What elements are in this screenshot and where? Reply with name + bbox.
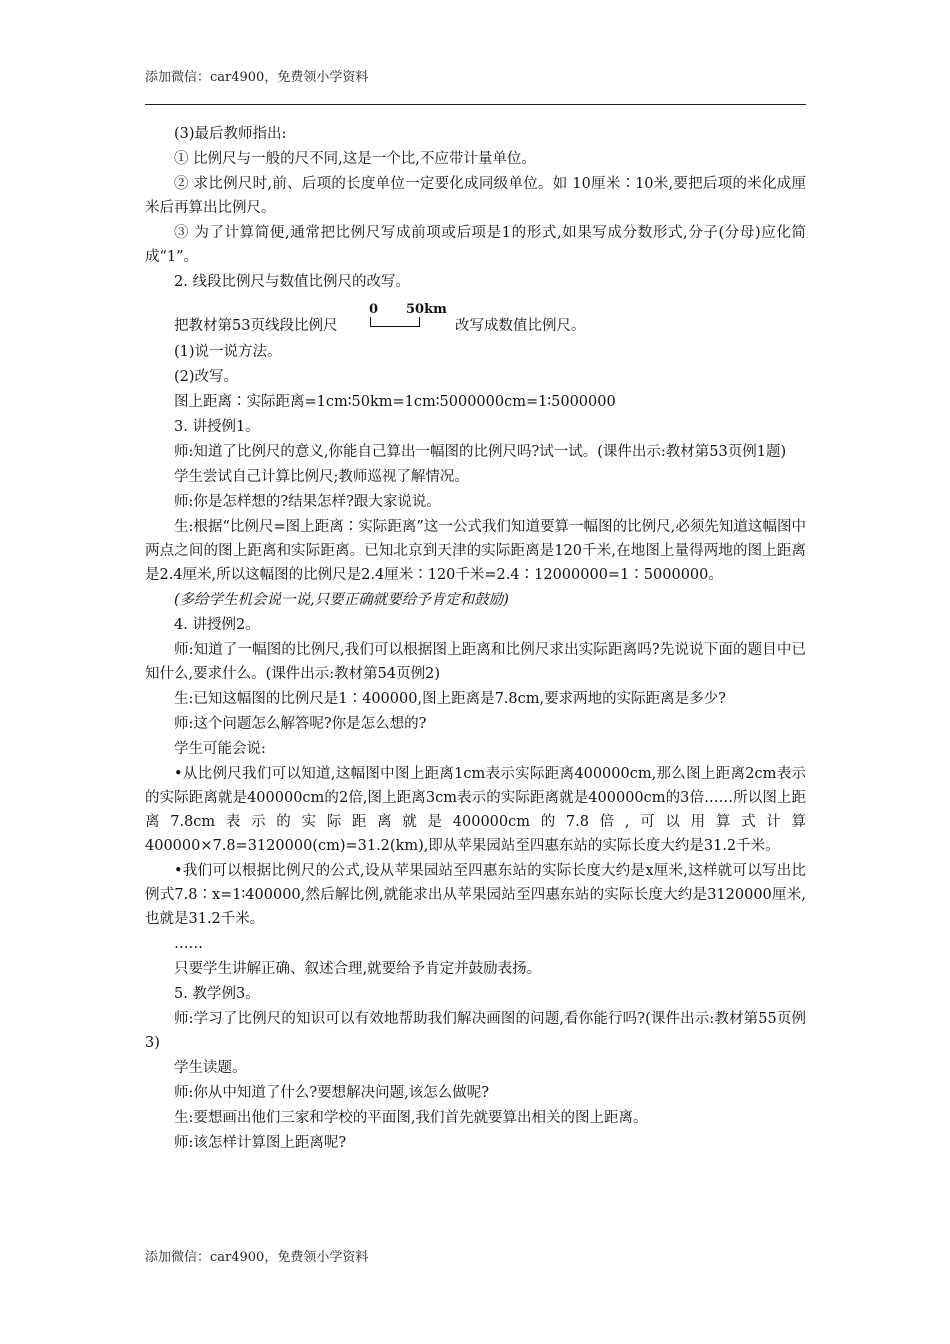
teaching-note: (多给学生机会说一说,只要正确就要给予肯定和鼓励) [174,592,509,608]
paragraph: ③ 为了计算简便,通常把比例尺写成前项或后项是1的形式,如果写成分数形式,分子(分母)应化简成“1”。 [145,225,806,265]
paragraph: (1)说一说方法。 [174,344,282,360]
paragraph: (2)改写。 [174,369,239,385]
paragraph: 师:你是怎样想的?结果怎样?跟大家说说。 [174,494,441,510]
header-divider [145,104,806,105]
section-heading: 4. 讲授例2。 [174,617,260,633]
section-heading: 2. 线段比例尺与数值比例尺的改写。 [174,274,410,290]
scalebar-segment [370,317,420,327]
paragraph: ① 比例尺与一般的尺不同,这是一个比,不应带计量单位。 [174,151,536,167]
paragraph: 师:该怎样计算图上距离呢? [174,1135,347,1151]
paragraph: 学生读题。 [174,1060,247,1076]
paragraph: 师:知道了一幅图的比例尺,我们可以根据图上距离和比例尺求出实际距离吗?先说说下面的题目中已知什么,要求什么。(课件出示:教材第54页例2) [145,642,806,682]
section-heading: 5. 教学例3。 [174,986,260,1002]
scalebar-distance-label: 50km [406,302,447,317]
paragraph: ② 求比例尺时,前、后项的长度单位一定要化成同级单位。如 10厘米∶10米,要把后项的米化成厘米后再算出比例尺。 [145,176,806,216]
paragraph: 师:你从中知道了什么?要想解决问题,该怎么做呢? [174,1085,490,1101]
paragraph: 师:学习了比例尺的知识可以有效地帮助我们解决画图的问题,看你能行吗?(课件出示:教材第55页例3) [145,1011,806,1051]
paragraph: 图上距离∶实际距离=1cm∶50km=1cm∶5000000cm=1∶5000000 [174,394,616,410]
ellipsis-line: …… [174,936,203,952]
scale-sentence [145,296,806,340]
scale-sentence-tail: 改写成数值比例尺。 [455,318,586,334]
paragraph: 生:已知这幅图的比例尺是1∶400000,图上距离是7.8cm,要求两地的实际距离是多少? [174,691,726,707]
paragraph: 学生尝试自己计算比例尺;教师巡视了解情况。 [174,469,469,485]
scalebar-zero-label: 0 [369,302,379,317]
section-heading: 3. 讲授例1。 [174,419,260,435]
paragraph: (3)最后教师指出: [174,126,287,142]
page-footer: 添加微信：car4900，免费领小学资料 [145,1250,369,1265]
paragraph: 师:知道了比例尺的意义,你能自己算出一幅图的比例尺吗?试一试。(课件出示:教材第53页例1题) [174,444,787,460]
paragraph: 学生可能会说: [174,741,266,757]
paragraph: 只要学生讲解正确、叙述合理,就要给予肯定并鼓励表扬。 [174,961,542,977]
document-body [145,122,806,1156]
paragraph: 生:要想画出他们三家和学校的平面图,我们首先就要算出相关的图上距离。 [174,1110,648,1126]
bullet-paragraph: •从比例尺我们可以知道,这幅图中图上距离1cm表示实际距离400000cm,那么图上距离2cm表示的实际距离就是400000cm的2倍,图上距离3cm表示的实际距离就是400000cm的3倍……所以图上距离7.8cm表示的实际距离就是400000cm的7.8倍,可以用算式计算400000×7.8=3120000(cm)=31.2(km),即从苹果园站至四惠东站的实际长度大约是31.2千米。 [145,766,806,854]
paragraph: 生:根据“比例尺=图上距离∶实际距离”这一公式我们知道要算一幅图的比例尺,必须先知道这幅图中两点之间的图上距离和实际距离。已知北京到天津的实际距离是120千米,在地图上量得两地的图上距离是2.4厘米,所以这幅图的比例尺是2.4厘米∶120千米=2.4∶12000000=1∶5000000。 [145,519,806,583]
line-scale-figure [368,298,447,334]
scale-sentence-lead: 把教材第53页线段比例尺 [174,318,338,334]
paragraph: 师:这个问题怎么解答呢?你是怎么想的? [174,716,427,732]
page-header: 添加微信：car4900，免费领小学资料 [145,70,369,85]
bullet-paragraph: •我们可以根据比例尺的公式,设从苹果园站至四惠东站的实际长度大约是x厘米,这样就可以写出比例式7.8∶x=1∶400000,然后解比例,就能求出从苹果园站至四惠东站的实际长度大约是3120000厘米,也就是31.2千米。 [145,863,806,927]
